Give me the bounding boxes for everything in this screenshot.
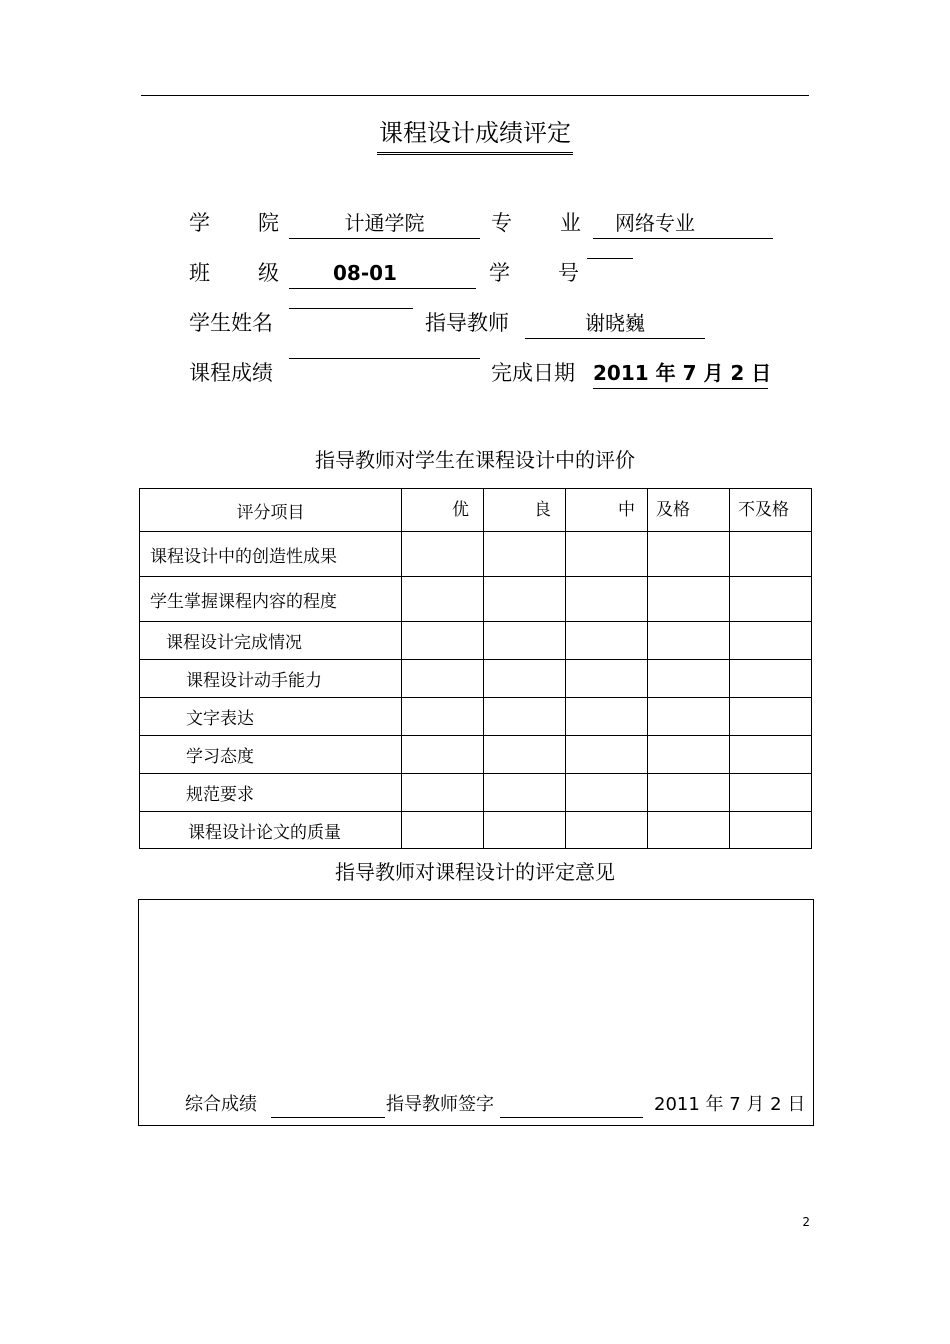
table-row bbox=[140, 774, 812, 812]
grade-cell[interactable] bbox=[484, 812, 566, 849]
table-row bbox=[140, 577, 812, 622]
page-title: 课程设计成绩评定 bbox=[0, 116, 950, 155]
header-grade-pass: 及格 bbox=[648, 489, 730, 532]
item-label: 学生掌握课程内容的程度 bbox=[140, 577, 402, 622]
evaluation-table bbox=[139, 488, 812, 849]
grade-cell[interactable] bbox=[730, 660, 812, 698]
header-grade-fail: 不及格 bbox=[730, 489, 812, 532]
table-row bbox=[140, 698, 812, 736]
grade-cell[interactable] bbox=[402, 698, 484, 736]
grade-cell[interactable] bbox=[648, 698, 730, 736]
page-number: 2 bbox=[802, 1215, 810, 1229]
signature-label: 指导教师签字 bbox=[386, 1094, 494, 1115]
table-row bbox=[140, 812, 812, 849]
table-row bbox=[140, 736, 812, 774]
opinion-date: 2011 年 7 月 2 日 bbox=[654, 1094, 806, 1115]
item-label: 课程设计完成情况 bbox=[140, 622, 402, 660]
grade-cell[interactable] bbox=[566, 577, 648, 622]
overall-grade-field[interactable] bbox=[271, 1117, 385, 1118]
class-label: 班 级 bbox=[189, 261, 279, 285]
grade-cell[interactable] bbox=[566, 532, 648, 577]
grade-cell[interactable] bbox=[730, 812, 812, 849]
item-label: 规范要求 bbox=[140, 774, 402, 812]
grade-cell[interactable] bbox=[484, 622, 566, 660]
grade-cell[interactable] bbox=[730, 577, 812, 622]
finish-date-label: 完成日期 bbox=[491, 361, 575, 385]
grade-label: 课程成绩 bbox=[189, 361, 273, 385]
table-row bbox=[140, 622, 812, 660]
grade-cell[interactable] bbox=[402, 736, 484, 774]
grade-cell[interactable] bbox=[402, 532, 484, 577]
grade-cell[interactable] bbox=[648, 660, 730, 698]
grade-cell[interactable] bbox=[402, 660, 484, 698]
grade-cell[interactable] bbox=[402, 577, 484, 622]
header-grade-good: 良 bbox=[484, 489, 566, 532]
grade-cell[interactable] bbox=[566, 660, 648, 698]
major-field[interactable]: 网络专业 bbox=[593, 208, 773, 239]
grade-cell[interactable] bbox=[566, 698, 648, 736]
grade-cell[interactable] bbox=[484, 774, 566, 812]
grade-cell[interactable] bbox=[484, 532, 566, 577]
grade-cell[interactable] bbox=[730, 532, 812, 577]
grade-cell[interactable] bbox=[402, 622, 484, 660]
item-label: 课程设计论文的质量 bbox=[140, 812, 402, 849]
grade-cell[interactable] bbox=[566, 622, 648, 660]
grade-cell[interactable] bbox=[484, 698, 566, 736]
item-label: 课程设计中的创造性成果 bbox=[140, 532, 402, 577]
signature-field[interactable] bbox=[500, 1117, 643, 1118]
finish-date-field[interactable]: 2011 年 7 月 2 日 bbox=[593, 358, 768, 389]
grade-cell[interactable] bbox=[402, 774, 484, 812]
header-grade-medium: 中 bbox=[566, 489, 648, 532]
advisor-label: 指导教师 bbox=[425, 311, 509, 335]
student-id-field[interactable] bbox=[587, 258, 633, 259]
class-field[interactable]: 08-01 bbox=[289, 258, 476, 289]
grade-cell[interactable] bbox=[484, 660, 566, 698]
grade-cell[interactable] bbox=[648, 622, 730, 660]
header-item: 评分项目 bbox=[140, 489, 402, 532]
grade-cell[interactable] bbox=[648, 774, 730, 812]
overall-grade-label: 综合成绩 bbox=[185, 1094, 257, 1115]
grade-cell[interactable] bbox=[648, 577, 730, 622]
grade-cell[interactable] bbox=[648, 812, 730, 849]
major-label: 专 业 bbox=[491, 211, 581, 235]
advisor-field[interactable]: 谢晓巍 bbox=[525, 308, 705, 339]
header-grade-excellent: 优 bbox=[402, 489, 484, 532]
college-field[interactable]: 计通学院 bbox=[289, 208, 480, 239]
student-id-label: 学 号 bbox=[489, 261, 579, 285]
item-label: 课程设计动手能力 bbox=[140, 660, 402, 698]
grade-cell[interactable] bbox=[648, 532, 730, 577]
item-label: 文字表达 bbox=[140, 698, 402, 736]
grade-cell[interactable] bbox=[484, 577, 566, 622]
grade-field[interactable] bbox=[289, 358, 480, 359]
opinion-title: 指导教师对课程设计的评定意见 bbox=[335, 860, 615, 884]
grade-cell[interactable] bbox=[730, 774, 812, 812]
student-name-label: 学生姓名 bbox=[189, 311, 273, 335]
evaluation-title: 指导教师对学生在课程设计中的评价 bbox=[315, 448, 635, 472]
table-header-row bbox=[140, 489, 812, 532]
header-rule bbox=[141, 95, 809, 96]
table-row bbox=[140, 532, 812, 577]
student-name-field[interactable] bbox=[289, 308, 413, 309]
grade-cell[interactable] bbox=[402, 812, 484, 849]
grade-cell[interactable] bbox=[730, 736, 812, 774]
grade-cell[interactable] bbox=[730, 698, 812, 736]
grade-cell[interactable] bbox=[730, 622, 812, 660]
grade-cell[interactable] bbox=[484, 736, 566, 774]
item-label: 学习态度 bbox=[140, 736, 402, 774]
table-row bbox=[140, 660, 812, 698]
grade-cell[interactable] bbox=[648, 736, 730, 774]
grade-cell[interactable] bbox=[566, 812, 648, 849]
college-label: 学 院 bbox=[189, 211, 279, 235]
grade-cell[interactable] bbox=[566, 774, 648, 812]
grade-cell[interactable] bbox=[566, 736, 648, 774]
